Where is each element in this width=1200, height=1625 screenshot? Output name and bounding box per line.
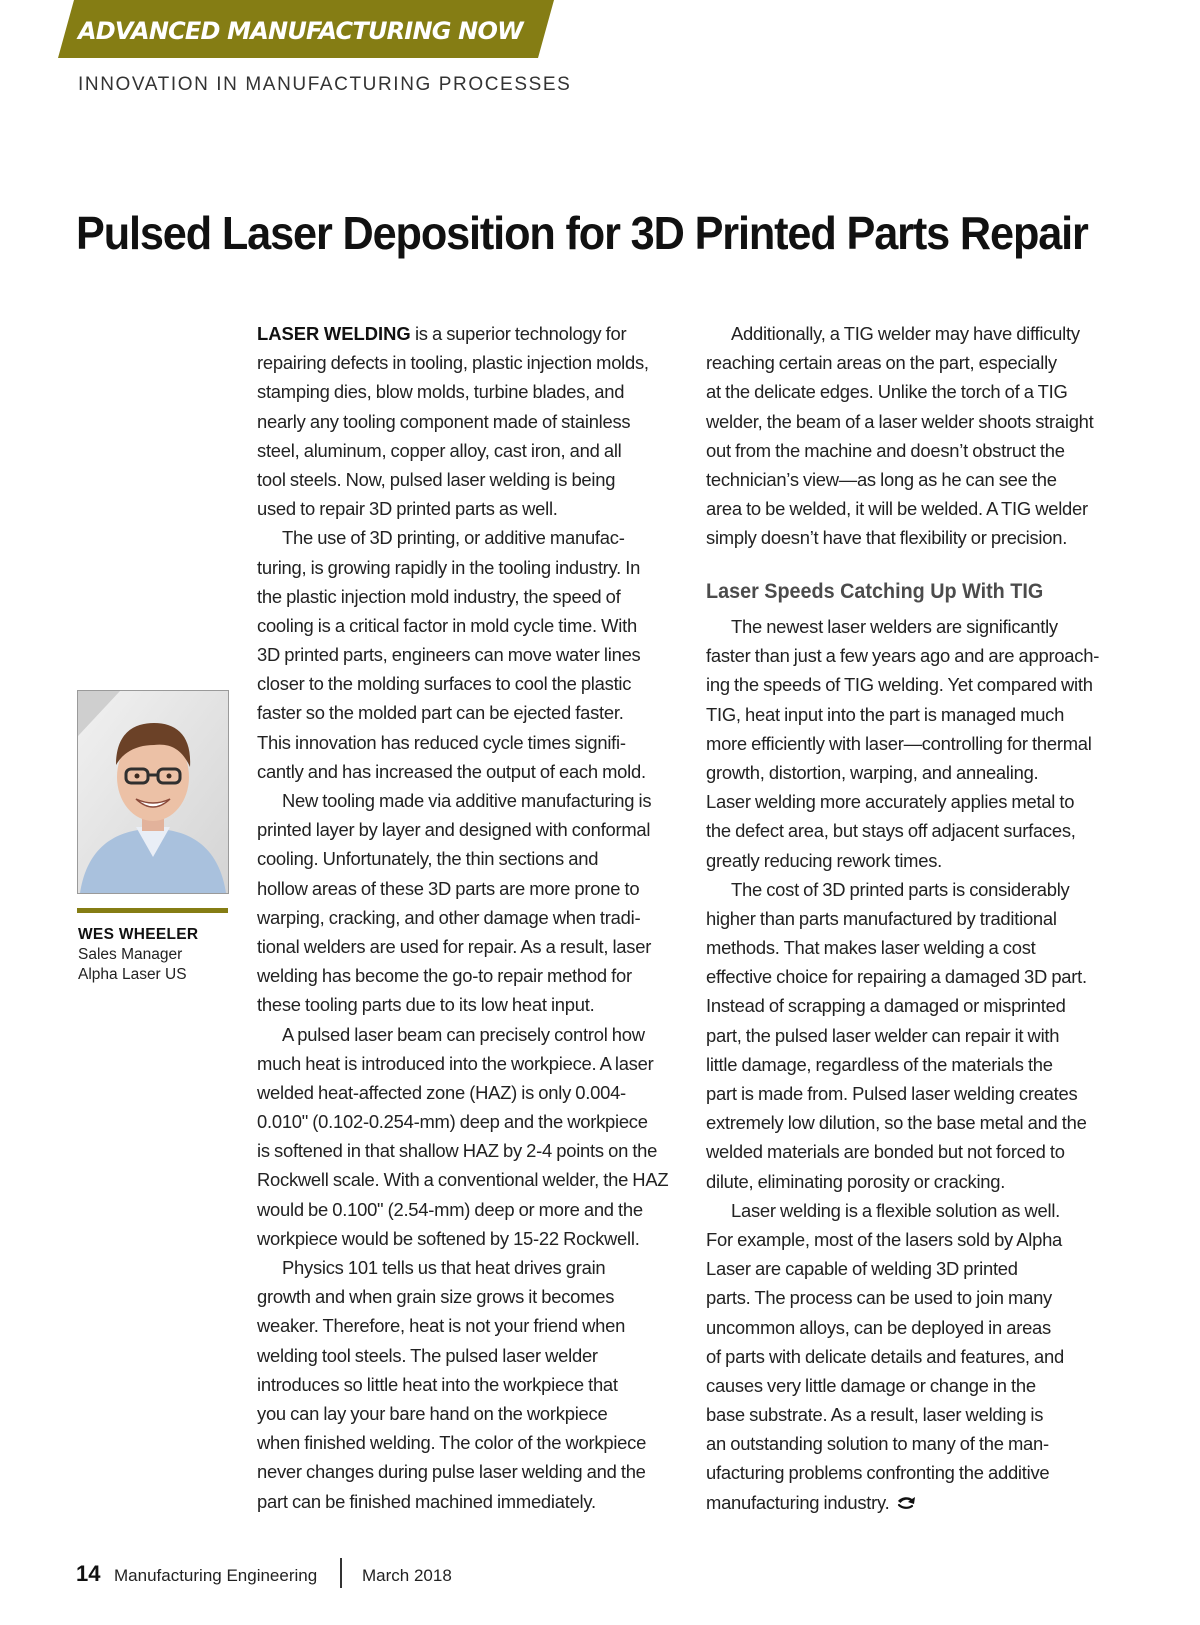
body-line: causes very little damage or change in the xyxy=(706,1374,1036,1396)
body-line: nearly any tooling component made of stainless xyxy=(257,410,631,432)
body-line: workpiece would be softened by 15-22 Rockwell. xyxy=(257,1227,640,1249)
body-line: cantly and has increased the output of each mold. xyxy=(257,760,646,782)
body-line: welded heat-affected zone (HAZ) is only 0.004- xyxy=(257,1081,626,1103)
body-line: greatly reducing rework times. xyxy=(706,849,943,871)
body-line: the defect area, but stays off adjacent surfaces, xyxy=(706,820,1076,842)
author-photo xyxy=(77,690,229,894)
body-line: warping, cracking, and other damage when tradi- xyxy=(257,906,641,928)
body-line: Instead of scrapping a damaged or misprinted xyxy=(706,995,1066,1017)
body-line: technician’s view—as long as he can see the xyxy=(706,468,1057,490)
body-line: the plastic injection mold industry, the speed of xyxy=(257,585,621,607)
article-title: Pulsed Laser Deposition for 3D Printed Parts Repair xyxy=(76,207,1088,259)
body-line: For example, most of the lasers sold by Alpha xyxy=(706,1228,1063,1250)
body-line: parts. The process can be used to join many xyxy=(706,1287,1052,1309)
body-line: The use of 3D printing, or additive manufac- xyxy=(282,527,625,549)
body-column-right-bottom xyxy=(706,612,1146,1517)
body-line: when finished welding. The color of the workpiece xyxy=(257,1432,647,1454)
body-line: tool steels. Now, pulsed laser welding is being xyxy=(257,468,616,490)
body-line: you can lay your bare hand on the workpiece xyxy=(257,1402,608,1424)
body-line: stamping dies, blow molds, turbine blades, and xyxy=(257,381,625,403)
body-line: Physics 101 tells us that heat drives grain xyxy=(282,1257,606,1278)
body-line: growth and when grain size grows it becomes xyxy=(257,1286,615,1308)
body-line: part is made from. Pulsed laser welding creates xyxy=(706,1083,1078,1104)
body-line: hollow areas of these 3D parts are more prone to xyxy=(257,877,640,899)
body-line: welding has become the go-to repair method for xyxy=(257,965,632,987)
issue-date: March 2018 xyxy=(362,1566,452,1585)
body-line: ufacturing problems confronting the additive xyxy=(706,1462,1050,1484)
body-line: printed layer by layer and designed with conformal xyxy=(257,819,651,841)
body-line: Laser are capable of welding 3D printed xyxy=(706,1258,1018,1280)
body-line: dilute, eliminating porosity or cracking. xyxy=(706,1170,1006,1192)
body-line: 0.010" (0.102-0.254-mm) deep and the workpiece xyxy=(257,1111,648,1133)
body-line: much heat is introduced into the workpiece. A laser xyxy=(257,1052,654,1074)
body-line: faster than just a few years ago and are approach- xyxy=(706,645,1100,667)
body-line: of parts with delicate details and features, and xyxy=(706,1345,1064,1367)
lead-in: LASER WELDING xyxy=(257,323,411,344)
body-line: methods. That makes laser welding a cost xyxy=(706,937,1036,959)
body-line: at the delicate edges. Unlike the torch of a TIG xyxy=(706,381,1068,403)
body-line: reaching certain areas on the part, especially xyxy=(706,352,1057,374)
author-portrait-image xyxy=(78,691,228,893)
body-line: growth, distortion, warping, and annealing. xyxy=(706,761,1039,783)
body-line: more efficiently with laser—controlling for thermal xyxy=(706,732,1092,754)
body-line: Rockwell scale. With a conventional welder, the HAZ xyxy=(257,1169,669,1191)
body-line: Laser welding is a flexible solution as well. xyxy=(731,1199,1061,1221)
section-subhead: Laser Speeds Catching Up With TIG xyxy=(706,579,1044,603)
body-line: simply doesn’t have that flexibility or precision. xyxy=(706,527,1068,549)
page-number: 14 xyxy=(76,1561,101,1586)
body-line: A pulsed laser beam can precisely control how xyxy=(282,1023,645,1045)
body-line: manufacturing industry. xyxy=(706,1488,1146,1517)
body-line: is softened in that shallow HAZ by 2-4 points on the xyxy=(257,1140,658,1162)
section-subheader: INNOVATION IN MANUFACTURING PROCESSES xyxy=(78,74,572,95)
body-line: little damage, regardless of the materials the xyxy=(706,1053,1053,1075)
body-line: base substrate. As a result, laser welding is xyxy=(706,1404,1044,1426)
body-line: This innovation has reduced cycle times signifi- xyxy=(257,731,626,753)
body-line: TIG, heat input into the part is managed much xyxy=(706,703,1065,725)
body-line: The newest laser welders are significantly xyxy=(731,616,1058,637)
body-line: steel, aluminum, copper alloy, cast iron, and all xyxy=(257,439,622,461)
body-line: these tooling parts due to its low heat input. xyxy=(257,994,595,1016)
body-line: cooling. Unfortunately, the thin sections and xyxy=(257,848,599,870)
body-line: never changes during pulse laser welding and the xyxy=(257,1461,646,1483)
author-divider xyxy=(77,908,228,913)
body-line: welded materials are bonded but not forced to xyxy=(706,1141,1065,1163)
publication-name: Manufacturing Engineering xyxy=(114,1566,318,1585)
body-line: tional welders are used for repair. As a result, laser xyxy=(257,935,652,957)
body-line: Additionally, a TIG welder may have difficulty xyxy=(731,323,1080,344)
body-line: The cost of 3D printed parts is considerably xyxy=(731,878,1070,900)
body-line: uncommon alloys, can be deployed in areas xyxy=(706,1316,1051,1338)
body-line: closer to the molding surfaces to cool the plastic xyxy=(257,673,632,695)
author-name: WES WHEELER xyxy=(78,926,199,943)
body-line: area to be welded, it will be welded. A TIG welder xyxy=(706,498,1088,520)
body-line: welder, the beam of a laser welder shoots straight xyxy=(706,410,1094,432)
body-line: part, the pulsed laser welder can repair it with xyxy=(706,1024,1060,1046)
author-company: Alpha Laser US xyxy=(78,966,187,983)
body-line: repairing defects in tooling, plastic injection molds, xyxy=(257,352,649,374)
body-line: extremely low dilution, so the base metal and the xyxy=(706,1112,1087,1134)
body-line: part can be finished machined immediately. xyxy=(257,1490,596,1512)
body-line: would be 0.100" (2.54-mm) deep or more and the xyxy=(257,1198,643,1220)
body-line: an outstanding solution to many of the man- xyxy=(706,1433,1049,1455)
body-line: weaker. Therefore, heat is not your friend when xyxy=(257,1315,626,1337)
body-line: New tooling made via additive manufacturing is xyxy=(282,790,652,811)
end-of-article-icon xyxy=(897,1489,917,1518)
body-line: effective choice for repairing a damaged 3D part. xyxy=(706,966,1087,988)
body-line: introduces so little heat into the workpiece that xyxy=(257,1373,618,1395)
body-line: turing, is growing rapidly in the tooling industry. In xyxy=(257,556,641,578)
body-line: out from the machine and doesn’t obstruct the xyxy=(706,439,1065,461)
body-line: higher than parts manufactured by traditional xyxy=(706,907,1057,929)
body-line: used to repair 3D printed parts as well. xyxy=(257,498,558,520)
body-line: 3D printed parts, engineers can move water lines xyxy=(257,644,641,666)
banner-title: ADVANCED MANUFACTURING NOW xyxy=(78,17,523,45)
body-line: ing the speeds of TIG welding. Yet compared with xyxy=(706,674,1093,696)
footer-divider xyxy=(340,1558,342,1588)
body-column-left xyxy=(257,319,697,1516)
body-line: Laser welding more accurately applies metal to xyxy=(706,791,1075,813)
body-line: welding tool steels. The pulsed laser welder xyxy=(257,1344,598,1366)
body-line: cooling is a critical factor in mold cycle time. With xyxy=(257,614,637,636)
body-column-right-top xyxy=(706,319,1146,553)
body-line: faster so the molded part can be ejected faster. xyxy=(257,702,624,724)
author-role: Sales Manager xyxy=(78,946,183,963)
body-line: LASER WELDING is a superior technology for xyxy=(257,323,627,344)
